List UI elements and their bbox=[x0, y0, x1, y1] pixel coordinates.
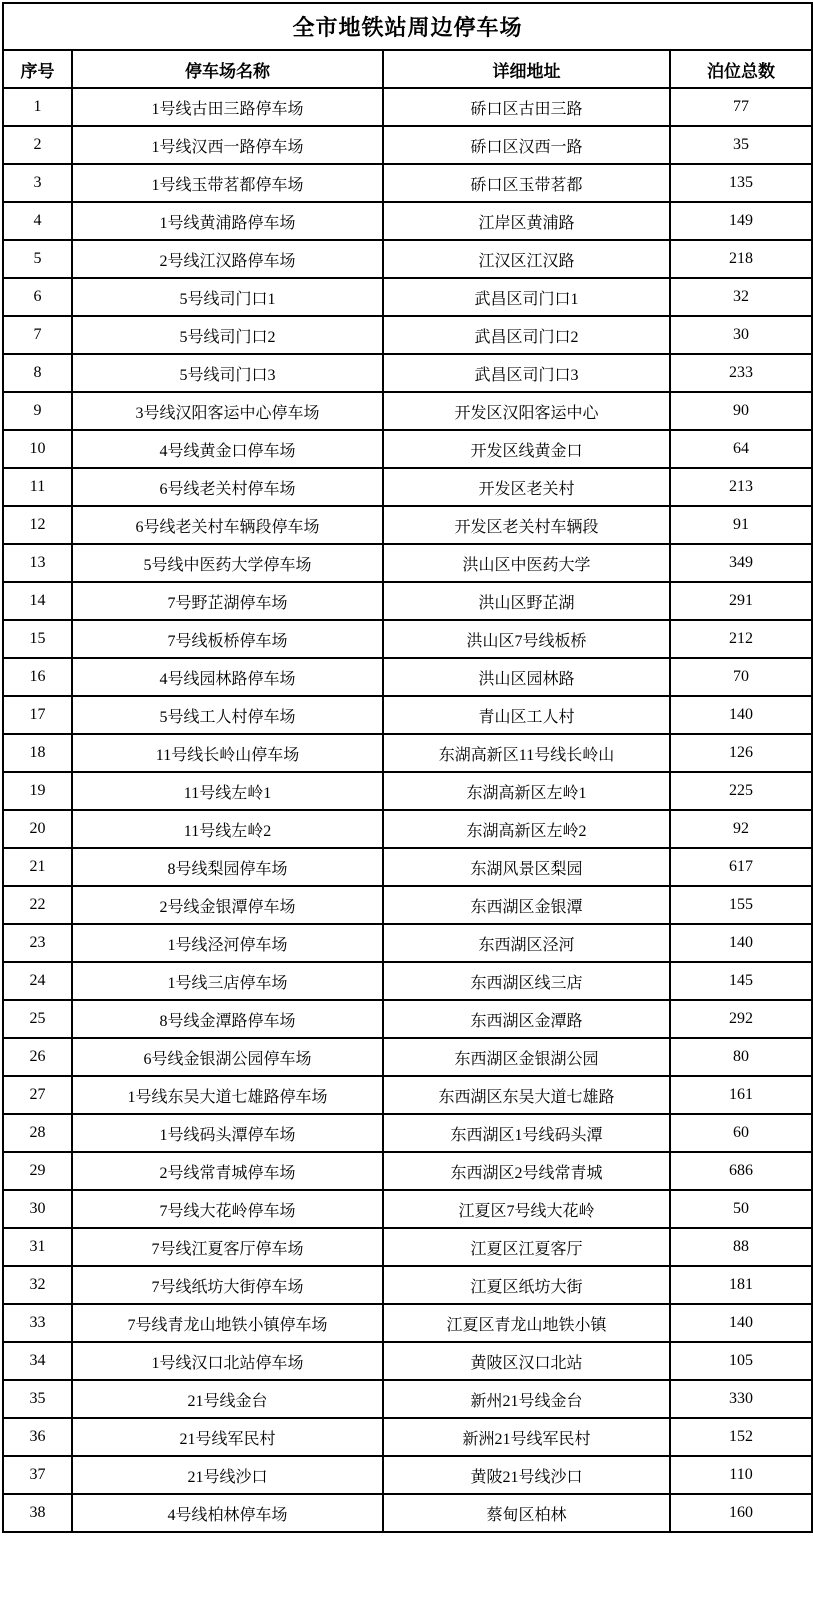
col-header-berth-total: 泊位总数 bbox=[670, 50, 812, 88]
address-cell: 江夏区7号线大花岭 bbox=[383, 1190, 670, 1228]
table-row bbox=[3, 620, 812, 658]
address-cell: 东湖高新区左岭2 bbox=[383, 810, 670, 848]
parking-name-cell: 8号线金潭路停车场 bbox=[72, 1000, 383, 1038]
parking-name-cell: 8号线梨园停车场 bbox=[72, 848, 383, 886]
table-row bbox=[3, 696, 812, 734]
table-row bbox=[3, 1076, 812, 1114]
berth-count-cell: 140 bbox=[670, 696, 812, 734]
row-index-cell: 20 bbox=[3, 810, 72, 848]
table-row bbox=[3, 962, 812, 1000]
parking-name-cell: 21号线军民村 bbox=[72, 1418, 383, 1456]
parking-name-cell: 6号线老关村车辆段停车场 bbox=[72, 506, 383, 544]
address-cell: 东湖高新区左岭1 bbox=[383, 772, 670, 810]
parking-name-cell: 21号线金台 bbox=[72, 1380, 383, 1418]
parking-name-cell: 7号线江夏客厅停车场 bbox=[72, 1228, 383, 1266]
parking-name-cell: 2号线常青城停车场 bbox=[72, 1152, 383, 1190]
table-row bbox=[3, 924, 812, 962]
parking-name-cell: 11号线长岭山停车场 bbox=[72, 734, 383, 772]
table-row bbox=[3, 354, 812, 392]
row-index-cell: 11 bbox=[3, 468, 72, 506]
parking-name-cell: 1号线黄浦路停车场 bbox=[72, 202, 383, 240]
address-cell: 东西湖区金潭路 bbox=[383, 1000, 670, 1038]
parking-name-cell: 6号线金银湖公园停车场 bbox=[72, 1038, 383, 1076]
row-index-cell: 37 bbox=[3, 1456, 72, 1494]
table-row bbox=[3, 886, 812, 924]
address-cell: 黄陂区汉口北站 bbox=[383, 1342, 670, 1380]
berth-count-cell: 617 bbox=[670, 848, 812, 886]
row-index-cell: 17 bbox=[3, 696, 72, 734]
row-index-cell: 19 bbox=[3, 772, 72, 810]
address-cell: 江夏区纸坊大街 bbox=[383, 1266, 670, 1304]
berth-count-cell: 145 bbox=[670, 962, 812, 1000]
title-row bbox=[3, 3, 812, 50]
berth-count-cell: 60 bbox=[670, 1114, 812, 1152]
row-index-cell: 36 bbox=[3, 1418, 72, 1456]
table-row bbox=[3, 240, 812, 278]
berth-count-cell: 64 bbox=[670, 430, 812, 468]
table-row bbox=[3, 658, 812, 696]
address-cell: 武昌区司门口1 bbox=[383, 278, 670, 316]
parking-name-cell: 7号线纸坊大街停车场 bbox=[72, 1266, 383, 1304]
parking-name-cell: 5号线司门口1 bbox=[72, 278, 383, 316]
row-index-cell: 14 bbox=[3, 582, 72, 620]
row-index-cell: 10 bbox=[3, 430, 72, 468]
table-row bbox=[3, 430, 812, 468]
berth-count-cell: 292 bbox=[670, 1000, 812, 1038]
berth-count-cell: 80 bbox=[670, 1038, 812, 1076]
table-row bbox=[3, 392, 812, 430]
row-index-cell: 21 bbox=[3, 848, 72, 886]
address-cell: 开发区汉阳客运中心 bbox=[383, 392, 670, 430]
address-cell: 洪山区园林路 bbox=[383, 658, 670, 696]
berth-count-cell: 92 bbox=[670, 810, 812, 848]
parking-name-cell: 2号线江汉路停车场 bbox=[72, 240, 383, 278]
row-index-cell: 8 bbox=[3, 354, 72, 392]
address-cell: 东西湖区金银湖公园 bbox=[383, 1038, 670, 1076]
row-index-cell: 6 bbox=[3, 278, 72, 316]
berth-count-cell: 50 bbox=[670, 1190, 812, 1228]
berth-count-cell: 349 bbox=[670, 544, 812, 582]
table-row bbox=[3, 1114, 812, 1152]
parking-name-cell: 5号线司门口2 bbox=[72, 316, 383, 354]
address-cell: 东西湖区1号线码头潭 bbox=[383, 1114, 670, 1152]
row-index-cell: 38 bbox=[3, 1494, 72, 1532]
page-title: 全市地铁站周边停车场 bbox=[3, 3, 812, 50]
berth-count-cell: 110 bbox=[670, 1456, 812, 1494]
address-cell: 武昌区司门口2 bbox=[383, 316, 670, 354]
address-cell: 洪山区7号线板桥 bbox=[383, 620, 670, 658]
berth-count-cell: 160 bbox=[670, 1494, 812, 1532]
parking-name-cell: 11号线左岭2 bbox=[72, 810, 383, 848]
table-row bbox=[3, 582, 812, 620]
table-row bbox=[3, 202, 812, 240]
header-row bbox=[3, 50, 812, 88]
row-index-cell: 13 bbox=[3, 544, 72, 582]
berth-count-cell: 155 bbox=[670, 886, 812, 924]
berth-count-cell: 88 bbox=[670, 1228, 812, 1266]
table-row bbox=[3, 316, 812, 354]
address-cell: 江夏区江夏客厅 bbox=[383, 1228, 670, 1266]
berth-count-cell: 212 bbox=[670, 620, 812, 658]
row-index-cell: 34 bbox=[3, 1342, 72, 1380]
row-index-cell: 25 bbox=[3, 1000, 72, 1038]
parking-name-cell: 1号线古田三路停车场 bbox=[72, 88, 383, 126]
address-cell: 东湖风景区梨园 bbox=[383, 848, 670, 886]
col-header-parking-name: 停车场名称 bbox=[72, 50, 383, 88]
address-cell: 黄陂21号线沙口 bbox=[383, 1456, 670, 1494]
parking-name-cell: 1号线汉口北站停车场 bbox=[72, 1342, 383, 1380]
address-cell: 东西湖区东吴大道七雄路 bbox=[383, 1076, 670, 1114]
berth-count-cell: 32 bbox=[670, 278, 812, 316]
row-index-cell: 18 bbox=[3, 734, 72, 772]
berth-count-cell: 330 bbox=[670, 1380, 812, 1418]
berth-count-cell: 140 bbox=[670, 924, 812, 962]
row-index-cell: 30 bbox=[3, 1190, 72, 1228]
parking-name-cell: 5号线工人村停车场 bbox=[72, 696, 383, 734]
address-cell: 东西湖区2号线常青城 bbox=[383, 1152, 670, 1190]
berth-count-cell: 213 bbox=[670, 468, 812, 506]
row-index-cell: 26 bbox=[3, 1038, 72, 1076]
parking-name-cell: 1号线泾河停车场 bbox=[72, 924, 383, 962]
address-cell: 洪山区野芷湖 bbox=[383, 582, 670, 620]
parking-name-cell: 3号线汉阳客运中心停车场 bbox=[72, 392, 383, 430]
row-index-cell: 16 bbox=[3, 658, 72, 696]
row-index-cell: 23 bbox=[3, 924, 72, 962]
address-cell: 硚口区玉带茗都 bbox=[383, 164, 670, 202]
parking-name-cell: 4号线黄金口停车场 bbox=[72, 430, 383, 468]
berth-count-cell: 686 bbox=[670, 1152, 812, 1190]
parking-name-cell: 7号线青龙山地铁小镇停车场 bbox=[72, 1304, 383, 1342]
row-index-cell: 27 bbox=[3, 1076, 72, 1114]
address-cell: 开发区老关村车辆段 bbox=[383, 506, 670, 544]
table-row bbox=[3, 1038, 812, 1076]
row-index-cell: 29 bbox=[3, 1152, 72, 1190]
table-row bbox=[3, 1228, 812, 1266]
table-row bbox=[3, 1304, 812, 1342]
parking-name-cell: 5号线司门口3 bbox=[72, 354, 383, 392]
address-cell: 硚口区汉西一路 bbox=[383, 126, 670, 164]
row-index-cell: 32 bbox=[3, 1266, 72, 1304]
address-cell: 江岸区黄浦路 bbox=[383, 202, 670, 240]
address-cell: 开发区老关村 bbox=[383, 468, 670, 506]
table-row bbox=[3, 278, 812, 316]
row-index-cell: 24 bbox=[3, 962, 72, 1000]
berth-count-cell: 105 bbox=[670, 1342, 812, 1380]
parking-name-cell: 1号线玉带茗都停车场 bbox=[72, 164, 383, 202]
table-row bbox=[3, 1380, 812, 1418]
berth-count-cell: 135 bbox=[670, 164, 812, 202]
table-row bbox=[3, 810, 812, 848]
parking-name-cell: 1号线汉西一路停车场 bbox=[72, 126, 383, 164]
table-body bbox=[3, 88, 812, 1532]
berth-count-cell: 91 bbox=[670, 506, 812, 544]
address-cell: 东西湖区线三店 bbox=[383, 962, 670, 1000]
parking-name-cell: 7号线大花岭停车场 bbox=[72, 1190, 383, 1228]
row-index-cell: 5 bbox=[3, 240, 72, 278]
row-index-cell: 3 bbox=[3, 164, 72, 202]
table-row bbox=[3, 468, 812, 506]
parking-name-cell: 5号线中医药大学停车场 bbox=[72, 544, 383, 582]
table-row bbox=[3, 772, 812, 810]
address-cell: 硚口区古田三路 bbox=[383, 88, 670, 126]
address-cell: 武昌区司门口3 bbox=[383, 354, 670, 392]
row-index-cell: 9 bbox=[3, 392, 72, 430]
berth-count-cell: 152 bbox=[670, 1418, 812, 1456]
address-cell: 蔡甸区柏林 bbox=[383, 1494, 670, 1532]
berth-count-cell: 233 bbox=[670, 354, 812, 392]
parking-name-cell: 21号线沙口 bbox=[72, 1456, 383, 1494]
row-index-cell: 28 bbox=[3, 1114, 72, 1152]
table-row bbox=[3, 1152, 812, 1190]
table-row bbox=[3, 1418, 812, 1456]
row-index-cell: 2 bbox=[3, 126, 72, 164]
row-index-cell: 15 bbox=[3, 620, 72, 658]
parking-name-cell: 1号线东吴大道七雄路停车场 bbox=[72, 1076, 383, 1114]
address-cell: 洪山区中医药大学 bbox=[383, 544, 670, 582]
col-header-index: 序号 bbox=[3, 50, 72, 88]
parking-name-cell: 2号线金银潭停车场 bbox=[72, 886, 383, 924]
berth-count-cell: 161 bbox=[670, 1076, 812, 1114]
address-cell: 东西湖区金银潭 bbox=[383, 886, 670, 924]
parking-name-cell: 4号线园林路停车场 bbox=[72, 658, 383, 696]
row-index-cell: 4 bbox=[3, 202, 72, 240]
table-row bbox=[3, 1456, 812, 1494]
row-index-cell: 31 bbox=[3, 1228, 72, 1266]
table-row bbox=[3, 544, 812, 582]
table-row bbox=[3, 848, 812, 886]
parking-name-cell: 6号线老关村停车场 bbox=[72, 468, 383, 506]
table-row bbox=[3, 1494, 812, 1532]
table-row bbox=[3, 1342, 812, 1380]
address-cell: 新洲21号线军民村 bbox=[383, 1418, 670, 1456]
col-header-address: 详细地址 bbox=[383, 50, 670, 88]
row-index-cell: 7 bbox=[3, 316, 72, 354]
berth-count-cell: 140 bbox=[670, 1304, 812, 1342]
parking-table bbox=[2, 2, 813, 1533]
berth-count-cell: 181 bbox=[670, 1266, 812, 1304]
berth-count-cell: 126 bbox=[670, 734, 812, 772]
berth-count-cell: 225 bbox=[670, 772, 812, 810]
table-row bbox=[3, 1190, 812, 1228]
berth-count-cell: 70 bbox=[670, 658, 812, 696]
address-cell: 青山区工人村 bbox=[383, 696, 670, 734]
table-row bbox=[3, 1000, 812, 1038]
table-row bbox=[3, 126, 812, 164]
address-cell: 东西湖区泾河 bbox=[383, 924, 670, 962]
address-cell: 江夏区青龙山地铁小镇 bbox=[383, 1304, 670, 1342]
table-row bbox=[3, 734, 812, 772]
row-index-cell: 1 bbox=[3, 88, 72, 126]
address-cell: 新州21号线金台 bbox=[383, 1380, 670, 1418]
berth-count-cell: 30 bbox=[670, 316, 812, 354]
table-row bbox=[3, 164, 812, 202]
berth-count-cell: 218 bbox=[670, 240, 812, 278]
row-index-cell: 35 bbox=[3, 1380, 72, 1418]
parking-name-cell: 1号线三店停车场 bbox=[72, 962, 383, 1000]
parking-name-cell: 7号野芷湖停车场 bbox=[72, 582, 383, 620]
berth-count-cell: 291 bbox=[670, 582, 812, 620]
address-cell: 江汉区江汉路 bbox=[383, 240, 670, 278]
berth-count-cell: 149 bbox=[670, 202, 812, 240]
row-index-cell: 22 bbox=[3, 886, 72, 924]
berth-count-cell: 77 bbox=[670, 88, 812, 126]
row-index-cell: 33 bbox=[3, 1304, 72, 1342]
table-row bbox=[3, 88, 812, 126]
table-row bbox=[3, 506, 812, 544]
address-cell: 东湖高新区11号线长岭山 bbox=[383, 734, 670, 772]
berth-count-cell: 90 bbox=[670, 392, 812, 430]
address-cell: 开发区线黄金口 bbox=[383, 430, 670, 468]
berth-count-cell: 35 bbox=[670, 126, 812, 164]
parking-name-cell: 11号线左岭1 bbox=[72, 772, 383, 810]
parking-name-cell: 4号线柏林停车场 bbox=[72, 1494, 383, 1532]
parking-name-cell: 7号线板桥停车场 bbox=[72, 620, 383, 658]
table-row bbox=[3, 1266, 812, 1304]
row-index-cell: 12 bbox=[3, 506, 72, 544]
parking-name-cell: 1号线码头潭停车场 bbox=[72, 1114, 383, 1152]
